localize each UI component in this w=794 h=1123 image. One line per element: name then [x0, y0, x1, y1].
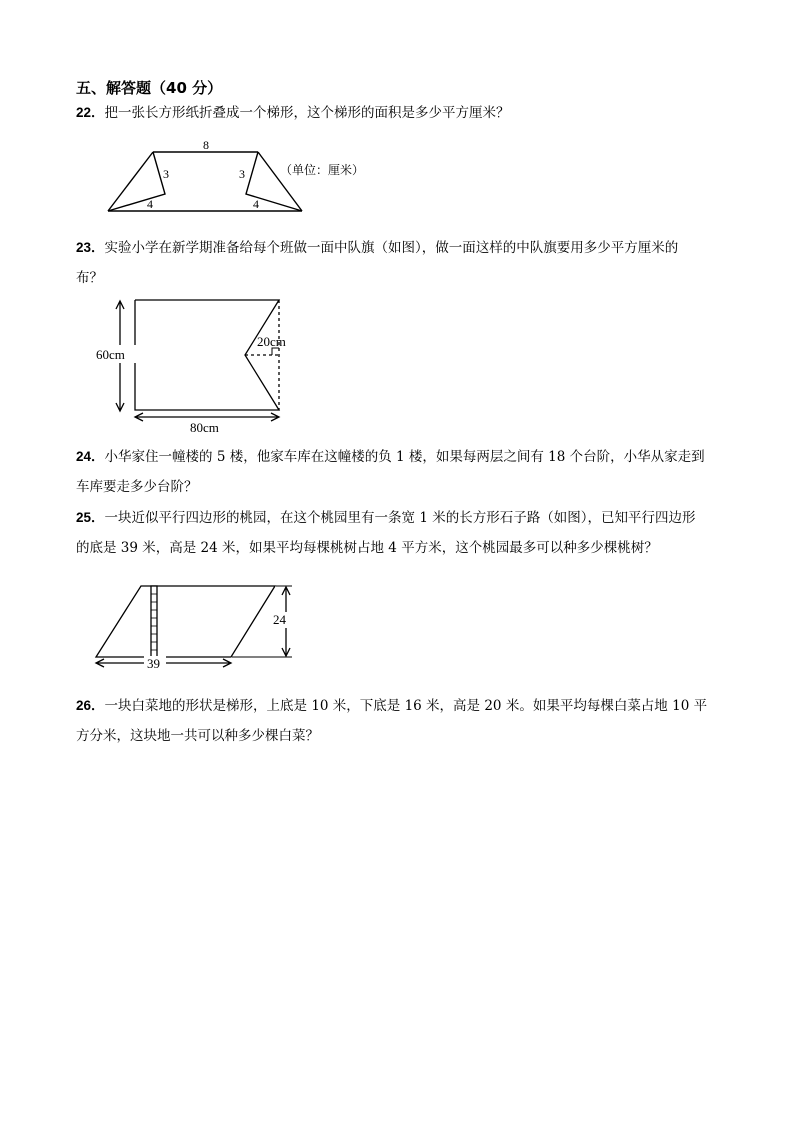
label-left-side-3: 3	[163, 167, 169, 181]
question-26-line-2: 方分米，这块地一共可以种多少棵白菜？	[76, 728, 319, 744]
unit-label: （单位：厘米）	[280, 163, 365, 177]
question-text-line: 一块白菜地的形状是梯形，上底是 10 米，下底是 16 米，高是 20 米。如果平均每棵白菜占地 10 平	[104, 698, 708, 714]
q25-parallelogram-figure	[96, 586, 292, 667]
parallelogram-outline	[96, 586, 275, 657]
q23-flag-figure	[116, 300, 279, 421]
trapezoid-right-edge	[258, 152, 302, 211]
label-right-bottom-4: 4	[253, 197, 259, 211]
question-number: 26．	[76, 698, 105, 713]
label-80cm: 80cm	[190, 420, 219, 435]
label-60cm: 60cm	[96, 347, 125, 362]
question-26	[76, 697, 707, 715]
q22-folded-trapezoid-figure	[108, 152, 302, 211]
question-number: 25．	[76, 510, 105, 525]
label-24: 24	[273, 612, 286, 627]
label-20cm: 20cm	[257, 334, 286, 349]
question-25	[76, 509, 695, 527]
question-text-line: 小华家住一幢楼的 5 楼，他家车库在这幢楼的负 1 楼，如果每两层之间有 18 个台阶，小华从家走到	[104, 449, 705, 465]
label-right-side-3: 3	[239, 167, 245, 181]
question-24	[76, 448, 705, 466]
question-number: 23．	[76, 240, 105, 255]
stone-path	[151, 586, 157, 657]
left-fold-triangle	[108, 152, 165, 211]
question-number: 24．	[76, 449, 105, 464]
question-23-line-2: 布？	[76, 270, 103, 286]
question-text-line: 一块近似平行四边形的桃园，在这个桃园里有一条宽 1 米的长方形石子路（如图），已知平行四边形	[104, 510, 696, 526]
question-25-line-2: 的底是 39 米，高是 24 米，如果平均每棵桃树占地 4 平方米，这个桃园最多可以种多少棵桃树？	[76, 540, 658, 556]
question-text-line: 把一张长方形纸折叠成一个梯形，这个梯形的面积是多少平方厘米？	[104, 105, 510, 121]
label-top-8: 8	[203, 138, 209, 152]
question-24-line-2: 车库要走多少台阶？	[76, 479, 198, 495]
label-39: 39	[147, 656, 160, 671]
question-23	[76, 239, 678, 257]
question-number: 22．	[76, 105, 105, 120]
label-left-bottom-4: 4	[147, 197, 153, 211]
question-text-line: 实验小学在新学期准备给每个班做一面中队旗（如图），做一面这样的中队旗要用多少平方厘米的	[104, 240, 679, 256]
section-heading: 五、解答题（40 分）	[76, 79, 223, 97]
right-angle-mark	[272, 348, 279, 355]
